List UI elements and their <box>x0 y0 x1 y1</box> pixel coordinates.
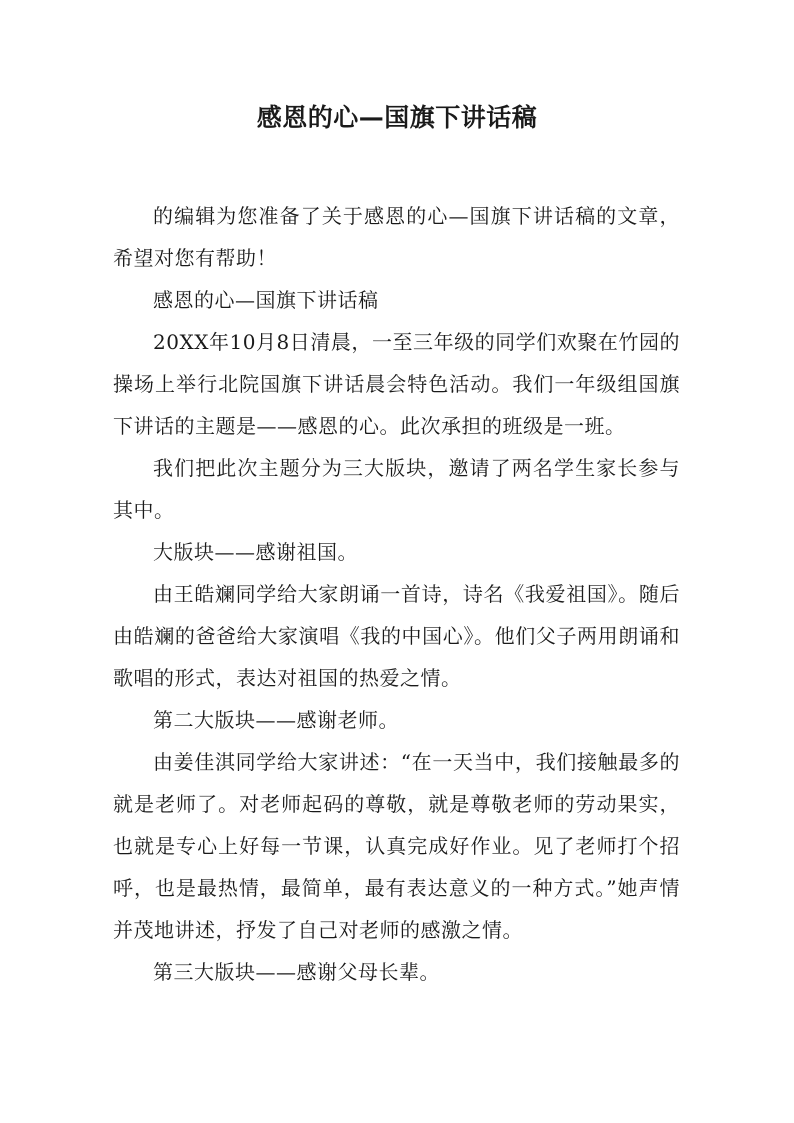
paragraph-section-3-heading: 第三大版块——感谢父母长辈。 <box>153 960 440 984</box>
paragraph-subtitle: 感恩的心—国旗下讲话稿 <box>153 288 379 312</box>
paragraph-event: 20XX年10月8日清晨，一至三年级的同学们欢聚在竹园的操场上举行北院国旗下讲话晨会特色活动。我们一年级组国旗下讲话的主题是——感恩的心。此次承担的班级是一班。 <box>113 330 680 438</box>
paragraph-section-1-heading: 大版块——感谢祖国。 <box>153 540 358 564</box>
paragraph-section-2-body: 由姜佳淇同学给大家讲述：“在一天当中，我们接触最多的就是老师了。对老师起码的尊敬，就是尊敬老师的劳动果实，也就是专心上好每一节课，认真完成好作业。见了老师打个招呼，也是最热情，最简单，最有表达意义的一种方式。”她声情并茂地讲述，抒发了自己对老师的感激之情。 <box>113 750 680 942</box>
paragraph-intro: 的编辑为您准备了关于感恩的心—国旗下讲话稿的文章，希望对您有帮助！ <box>113 204 680 270</box>
document-title: 感恩的心—国旗下讲话稿 <box>256 103 538 132</box>
paragraph-section-2-heading: 第二大版块——感谢老师。 <box>153 708 399 732</box>
document-body <box>113 195 680 993</box>
paragraph-section-1-body: 由王皓斓同学给大家朗诵一首诗，诗名《我爱祖国》。随后由皓斓的爸爸给大家演唱《我的中国心》。他们父子两用朗诵和歌唱的形式，表达对祖国的热爱之情。 <box>113 582 680 690</box>
paragraph-sections: 我们把此次主题分为三大版块，邀请了两名学生家长参与其中。 <box>113 456 680 522</box>
